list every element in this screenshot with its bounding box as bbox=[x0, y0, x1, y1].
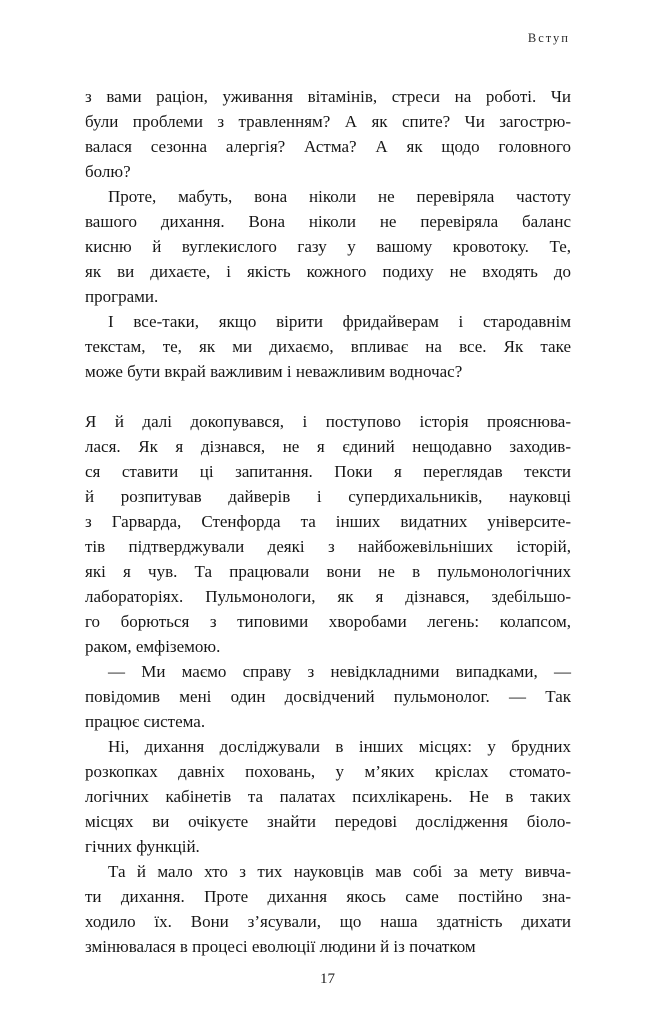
text-line: Та й мало хто з тих науковців мав собі за мету вивча- bbox=[108, 862, 571, 881]
text-line: Проте, мабуть, вона ніколи не перевіряла частоту bbox=[108, 187, 571, 206]
text-line: які я чув. Та працювали вони не в пульмонологічних bbox=[85, 562, 571, 581]
running-header bbox=[528, 31, 570, 46]
text-line: ся ставити ці запитання. Поки я переглядав тексти bbox=[85, 462, 571, 481]
text-line: ходило їх. Вони з’ясували, що наша здатність дихати bbox=[85, 912, 571, 931]
paragraph bbox=[85, 309, 571, 384]
text-line: були проблеми з травленням? А як спите? Чи загострю- bbox=[85, 112, 571, 131]
page-number: 17 bbox=[320, 971, 335, 987]
paragraph bbox=[85, 84, 571, 184]
text-line: логічних кабінетів та палатах психлікарень. Не в таких bbox=[85, 787, 571, 806]
text-line: болю? bbox=[85, 162, 131, 181]
text-line: й розпитував дайверів і супердихальників, науковці bbox=[85, 487, 571, 506]
paragraph bbox=[85, 859, 571, 959]
paragraph bbox=[85, 734, 571, 859]
body-text bbox=[85, 84, 571, 959]
text-line: тів підтверджували деякі з найбожевільніших історій, bbox=[85, 537, 571, 556]
text-line: з Гарварда, Стенфорда та інших видатних університе- bbox=[85, 512, 571, 531]
text-line: раком, емфіземою. bbox=[85, 637, 221, 656]
text-line: го борються з типовими хворобами легень: колапсом, bbox=[85, 612, 571, 631]
text-line: ти дихання. Проте дихання якось саме постійно зна- bbox=[85, 887, 571, 906]
text-line: — Ми маємо справу з невідкладними випадками, — bbox=[108, 662, 571, 681]
text-line: повідомив мені один досвідчений пульмонолог. — Так bbox=[85, 687, 571, 706]
text-line: програми. bbox=[85, 287, 159, 306]
paragraph bbox=[85, 659, 571, 734]
text-line: І все-таки, якщо вірити фридайверам і стародавнім bbox=[108, 312, 571, 331]
text-line: кисню й вуглекислого газу у вашому кровотоку. Те, bbox=[85, 237, 571, 256]
text-line: Я й далі докопувався, і поступово історія прояснюва- bbox=[85, 412, 571, 431]
chapter-title: Вступ bbox=[527, 31, 570, 45]
text-line: місцях ви очікуєте знайти передові дослідження біоло- bbox=[85, 812, 571, 831]
text-line: текстам, те, як ми дихаємо, впливає на все. Як таке bbox=[85, 337, 571, 356]
text-line: валася сезонна алергія? Астма? А як щодо головного bbox=[85, 137, 571, 156]
text-line: може бути вкрай важливим і неважливим водночас? bbox=[85, 362, 463, 381]
text-line: гічних функцій. bbox=[85, 837, 200, 856]
paragraph bbox=[85, 184, 571, 309]
text-line: лабораторіях. Пульмонологи, як я дізнався, здебільшо- bbox=[85, 587, 571, 606]
text-line: як ви дихаєте, і якість кожного подиху не входять до bbox=[85, 262, 571, 281]
text-line: вашого дихання. Вона ніколи не перевіряла баланс bbox=[85, 212, 571, 231]
text-line: змінювалася в процесі еволюції людини й із початком bbox=[85, 937, 476, 956]
text-line: лася. Як я дізнався, не я єдиний нещодавно заходив- bbox=[85, 437, 571, 456]
text-line: Ні, дихання досліджували в інших місцях: у брудних bbox=[108, 737, 571, 756]
text-line: з вами раціон, уживання вітамінів, стреси на роботі. Чи bbox=[85, 87, 571, 106]
text-line: розкопках давніх поховань, у м’яких кріслах стомато- bbox=[85, 762, 571, 781]
paragraph bbox=[85, 409, 571, 659]
text-line: працює система. bbox=[85, 712, 206, 731]
